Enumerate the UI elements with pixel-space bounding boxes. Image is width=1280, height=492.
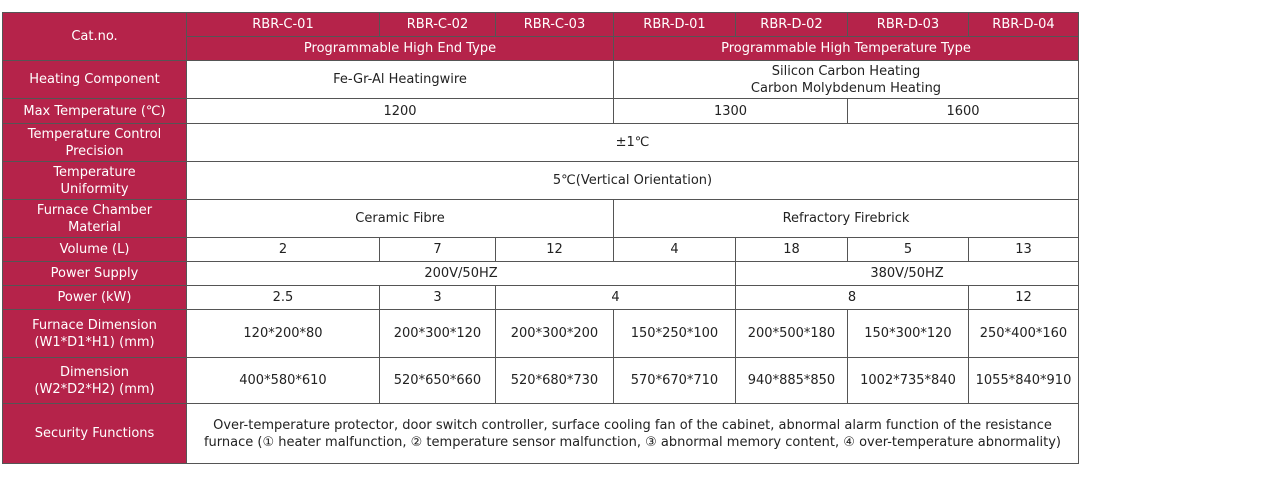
catno-header: Cat.no. bbox=[3, 13, 187, 61]
row-label-line2: Material bbox=[68, 219, 121, 235]
volume-row bbox=[3, 238, 1079, 262]
dimension-cell: 1055*840*910 bbox=[969, 358, 1079, 404]
heating-component-d-line2: Carbon Molybdenum Heating bbox=[750, 80, 942, 96]
row-label bbox=[3, 358, 187, 404]
row-label: Volume (L) bbox=[3, 238, 187, 262]
dimension-row bbox=[3, 358, 1079, 404]
row-label-line1: Furnace Chamber bbox=[36, 202, 153, 218]
volume-cell: 12 bbox=[496, 238, 614, 262]
furnace-dimension-cell: 200*500*180 bbox=[736, 310, 848, 358]
heating-component-d-line1: Silicon Carbon Heating bbox=[771, 63, 921, 79]
spec-table bbox=[2, 12, 1079, 464]
furnace-dimension-cell: 200*300*120 bbox=[380, 310, 496, 358]
model-header: RBR-C-01 bbox=[187, 13, 380, 37]
power-supply-a: 200V/50HZ bbox=[187, 262, 736, 286]
heating-component-c: Fe-Gr-Al Heatingwire bbox=[187, 61, 614, 99]
dimension-cell: 570*670*710 bbox=[614, 358, 736, 404]
row-label-line2: Precision bbox=[65, 143, 124, 159]
dimension-cell: 940*885*850 bbox=[736, 358, 848, 404]
furnace-dimension-cell: 150*300*120 bbox=[848, 310, 969, 358]
furnace-dimension-cell: 150*250*100 bbox=[614, 310, 736, 358]
volume-cell: 2 bbox=[187, 238, 380, 262]
chamber-material-row bbox=[3, 200, 1079, 238]
power-supply-row bbox=[3, 262, 1079, 286]
volume-cell: 5 bbox=[848, 238, 969, 262]
power-row bbox=[3, 286, 1079, 310]
heating-component-d bbox=[614, 61, 1079, 99]
uniformity-value: 5℃(Vertical Orientation) bbox=[187, 162, 1079, 200]
row-label-line2: (W1*D1*H1) (mm) bbox=[34, 334, 155, 350]
volume-cell: 13 bbox=[969, 238, 1079, 262]
row-label: Max Temperature (℃) bbox=[3, 99, 187, 124]
furnace-dimension-row bbox=[3, 310, 1079, 358]
row-label-line2: (W2*D2*H2) (mm) bbox=[34, 381, 155, 397]
power-cell: 3 bbox=[380, 286, 496, 310]
chamber-material-d: Refractory Firebrick bbox=[614, 200, 1079, 238]
row-label-line1: Furnace Dimension bbox=[32, 317, 157, 333]
type-header-c: Programmable High End Type bbox=[187, 37, 614, 61]
row-label: Security Functions bbox=[3, 404, 187, 464]
row-label-line1: Temperature bbox=[53, 164, 136, 180]
row-label bbox=[3, 310, 187, 358]
row-label-line1: Temperature Control bbox=[27, 126, 162, 142]
uniformity-row bbox=[3, 162, 1079, 200]
power-cell: 4 bbox=[496, 286, 736, 310]
row-label bbox=[3, 162, 187, 200]
model-header: RBR-D-03 bbox=[848, 13, 969, 37]
dimension-cell: 520*680*730 bbox=[496, 358, 614, 404]
heating-component-row bbox=[3, 61, 1079, 99]
row-label: Power (kW) bbox=[3, 286, 187, 310]
volume-cell: 4 bbox=[614, 238, 736, 262]
dimension-cell: 1002*735*840 bbox=[848, 358, 969, 404]
row-label: Power Supply bbox=[3, 262, 187, 286]
power-cell: 8 bbox=[736, 286, 969, 310]
row-label bbox=[3, 124, 187, 162]
model-header: RBR-D-01 bbox=[614, 13, 736, 37]
model-header: RBR-C-03 bbox=[496, 13, 614, 37]
row-label-line2: Uniformity bbox=[60, 181, 129, 197]
power-cell: 12 bbox=[969, 286, 1079, 310]
power-cell: 2.5 bbox=[187, 286, 380, 310]
row-label bbox=[3, 200, 187, 238]
row-label-line1: Dimension bbox=[59, 364, 130, 380]
dimension-cell: 520*650*660 bbox=[380, 358, 496, 404]
max-temp-d-a: 1300 bbox=[614, 99, 848, 124]
model-header: RBR-D-04 bbox=[969, 13, 1079, 37]
chamber-material-c: Ceramic Fibre bbox=[187, 200, 614, 238]
power-supply-b: 380V/50HZ bbox=[736, 262, 1079, 286]
furnace-dimension-cell: 120*200*80 bbox=[187, 310, 380, 358]
max-temp-d-b: 1600 bbox=[848, 99, 1079, 124]
dimension-cell: 400*580*610 bbox=[187, 358, 380, 404]
security-functions-value: Over-temperature protector, door switch controller, surface cooling fan of the cabinet, abnormal alarm function of the resistance furnace (① heater malfunction, ② temperature sensor malfunction, ③ abnormal memory content, ④ over-temperature abnormality) bbox=[187, 404, 1079, 464]
max-temperature-row bbox=[3, 99, 1079, 124]
model-row bbox=[3, 13, 1079, 37]
row-label: Heating Component bbox=[3, 61, 187, 99]
control-precision-value: ±1℃ bbox=[187, 124, 1079, 162]
volume-cell: 18 bbox=[736, 238, 848, 262]
model-header: RBR-D-02 bbox=[736, 13, 848, 37]
type-header-d: Programmable High Temperature Type bbox=[614, 37, 1079, 61]
max-temp-c: 1200 bbox=[187, 99, 614, 124]
security-row bbox=[3, 404, 1079, 464]
control-precision-row bbox=[3, 124, 1079, 162]
furnace-dimension-cell: 250*400*160 bbox=[969, 310, 1079, 358]
volume-cell: 7 bbox=[380, 238, 496, 262]
model-header: RBR-C-02 bbox=[380, 13, 496, 37]
furnace-dimension-cell: 200*300*200 bbox=[496, 310, 614, 358]
